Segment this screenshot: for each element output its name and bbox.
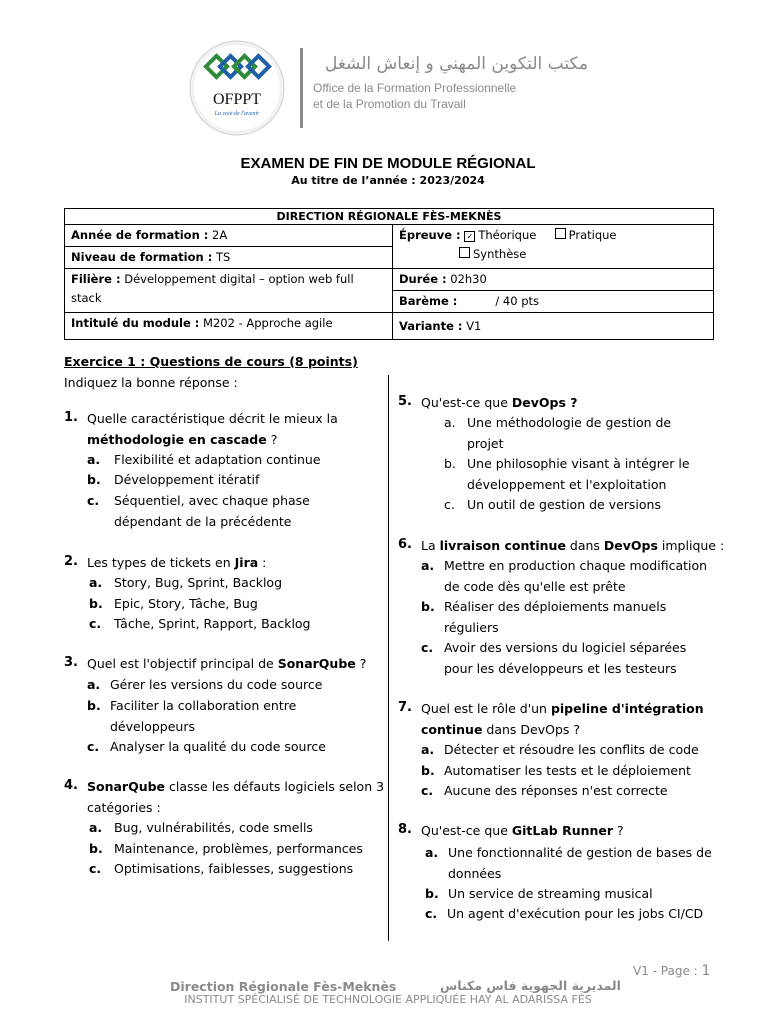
question-3-number: 3. [64,655,78,670]
question-6-option-b[interactable]: b. Réaliser des déploiements manuels réguliers [421,599,667,635]
exam-subtitle: Au titre de l’année : 2023/2024 [291,174,485,187]
question-8-option-a[interactable]: a. Une fonctionnalité de gestion de bases de données [425,845,712,881]
arabic-office-title: مكتب التكوين المهني و إنعاش الشغل [324,54,588,74]
question-6-number: 6. [398,537,412,552]
question-5-option-a[interactable]: a. Une méthodologie de gestion de projet [444,415,672,451]
question-3-option-b[interactable]: b. Faciliter la collaboration entre développeurs [87,698,297,734]
filiere-cell: Filière : Développement digital – option web full stack [65,269,393,313]
ofppt-logo [187,40,287,136]
exam-title: EXAMEN DE FIN DE MODULE RÉGIONAL [240,155,536,172]
bareme-cell: Barème : / 40 pts [393,291,714,313]
question-5-option-b[interactable]: b. Une philosophie visant à intégrer le développement et l'exploitation [444,456,690,492]
column-divider [388,375,389,941]
question-2-option-c[interactable]: c. Tâche, Sprint, Rapport, Backlog [89,616,311,631]
epreuve-cell: Épreuve : ✓ Théorique Pratique Synthèse [393,225,714,269]
question-3-text: Quel est l'objectif principal de SonarQube ? [87,656,367,671]
svg-text:OFPPT: OFPPT [212,91,262,108]
footer-institute: INSTITUT SPÉCIALISÉ DE TECHNOLOGIE APPLIQUÉE HAY AL ADARISSA FÈS [184,993,592,1006]
question-7-option-b[interactable]: b. Automatiser les tests et le déploiement [421,763,691,778]
question-2-option-a[interactable]: a. Story, Bug, Sprint, Backlog [89,575,282,590]
question-5-text: Qu'est-ce que DevOps ? [421,395,578,410]
theorique-checkbox-checked: ✓ [464,231,475,242]
niveau-cell: Niveau de formation : TS [65,247,393,269]
question-6-option-a[interactable]: a. Mettre en production chaque modification de code dès qu'elle est prête [421,558,708,594]
question-5-option-c[interactable]: c. Un outil de gestion de versions [444,497,661,512]
office-line-2: et de la Promotion du Travail [313,97,466,111]
question-1-option-a[interactable]: a. Flexibilité et adaptation continue [87,452,321,467]
question-1-option-b[interactable]: b. Développement itératif [87,472,260,487]
pratique-checkbox [555,228,566,239]
direction-header: DIRECTION RÉGIONALE FÈS-MEKNÈS [65,209,714,225]
question-1-text: Quelle caractéristique décrit le mieux la méthodologie en cascade ? [87,411,338,447]
question-8-option-c[interactable]: c. Un agent d'exécution pour les jobs CI/CD [425,906,704,921]
question-7-option-a[interactable]: a. Détecter et résoudre les conflits de code [421,742,699,757]
footer-direction-fr: Direction Régionale Fès-Meknès [170,979,397,994]
question-4-number: 4. [64,778,78,793]
page-number: 1 [701,963,711,979]
synthese-checkbox [459,247,470,258]
question-4-option-c[interactable]: c. Optimisations, faiblesses, suggestions [89,861,354,876]
exam-info-table [64,208,714,340]
module-cell: Intitulé du module : M202 - Approche agile [65,313,393,340]
svg-text:La voie de l'avenir: La voie de l'avenir [214,111,260,117]
question-8-option-b[interactable]: b. Un service de streaming musical [425,886,653,901]
question-3-option-a[interactable]: a. Gérer les versions du code source [87,677,323,692]
question-7-text: Quel est le rôle d'un pipeline d'intégration continue dans DevOps ? [421,701,704,737]
variante-cell: Variante : V1 [393,313,714,340]
annee-cell: Année de formation : 2A [65,225,393,247]
question-8-text: Qu'est-ce que GitLab Runner ? [421,823,624,838]
question-7-option-c[interactable]: c. Aucune des réponses n'est correcte [421,783,668,798]
question-4-option-b[interactable]: b. Maintenance, problèmes, performances [89,841,363,856]
question-5-number: 5. [398,394,412,409]
question-4-text: SonarQube classe les défauts logiciels selon 3 catégories : [87,779,385,815]
office-line-1: Office de la Formation Professionnelle [313,81,517,95]
question-6-text: La livraison continue dans DevOps implique : [421,538,725,553]
question-2-number: 2. [64,554,78,569]
question-1-option-c[interactable]: c. Séquentiel, avec chaque phase dépendant de la précédente [87,493,310,529]
question-2-option-b[interactable]: b. Epic, Story, Tâche, Bug [89,596,258,611]
question-8-number: 8. [398,822,412,837]
question-7-number: 7. [398,700,412,715]
question-6-option-c[interactable]: c. Avoir des versions du logiciel séparées pour les développeurs et les testeurs [421,640,687,676]
header-divider [300,48,303,128]
duree-cell: Durée : 02h30 [393,269,714,291]
footer-direction-ar: المديرية الجهوية فاس مكناس [440,978,621,993]
question-1-number: 1. [64,410,78,425]
question-3-option-c[interactable]: c. Analyser la qualité du code source [87,739,326,754]
question-2-text: Les types de tickets en Jira : [87,555,267,570]
exercise-instruction: Indiquez la bonne réponse : [64,375,238,390]
page-indicator: V1 - Page : 1 [633,963,711,979]
question-4-option-a[interactable]: a. Bug, vulnérabilités, code smells [89,820,313,835]
exercise-title: Exercice 1 : Questions de cours (8 points) [64,354,358,369]
